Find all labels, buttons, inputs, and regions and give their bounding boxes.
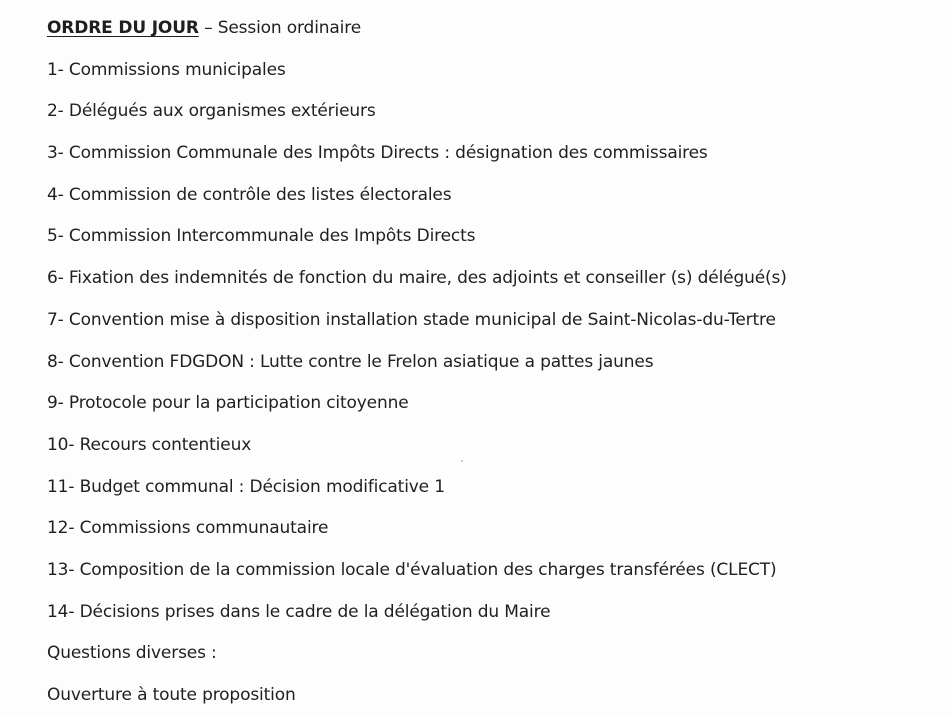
agenda-item: 12- Commissions communautaire (47, 518, 329, 539)
agenda-item: 4- Commission de contrôle des listes électorales (47, 184, 452, 205)
agenda-subtitle: – Session ordinaire (198, 18, 362, 38)
agenda-item: 1- Commissions municipales (47, 59, 286, 80)
agenda-item: 11- Budget communal : Décision modificative 1 (47, 476, 445, 497)
agenda-item: 3- Commission Communale des Impôts Directs : désignation des commissaires (47, 143, 708, 164)
agenda-item: 2- Délégués aux organismes extérieurs (47, 101, 376, 122)
agenda-heading (47, 14, 927, 56)
agenda-item: 13- Composition de la commission locale d'évaluation des charges transférées (CLECT) (47, 559, 777, 580)
agenda-item: 9- Protocole pour la participation citoyenne (47, 393, 409, 414)
scan-speck (461, 460, 463, 462)
agenda-item: 8- Convention FDGDON : Lutte contre le Frelon asiatique a pattes jaunes (47, 351, 654, 372)
ouverture-proposition: Ouverture à toute proposition (47, 685, 296, 705)
agenda-item: 10- Recours contentieux (47, 434, 252, 455)
agenda-item: 5- Commission Intercommunale des Impôts Directs (47, 226, 476, 247)
agenda-item: 7- Convention mise à disposition installation stade municipal de Saint-Nicolas-du-Tertre (47, 309, 776, 330)
agenda (47, 14, 927, 723)
questions-diverses: Questions diverses : (47, 643, 217, 664)
agenda-item: 14- Décisions prises dans le cadre de la délégation du Maire (47, 601, 551, 622)
agenda-item: 6- Fixation des indemnités de fonction du maire, des adjoints et conseiller (s) délégué(s) (47, 268, 787, 289)
agenda-title: ORDRE DU JOUR (47, 18, 199, 38)
